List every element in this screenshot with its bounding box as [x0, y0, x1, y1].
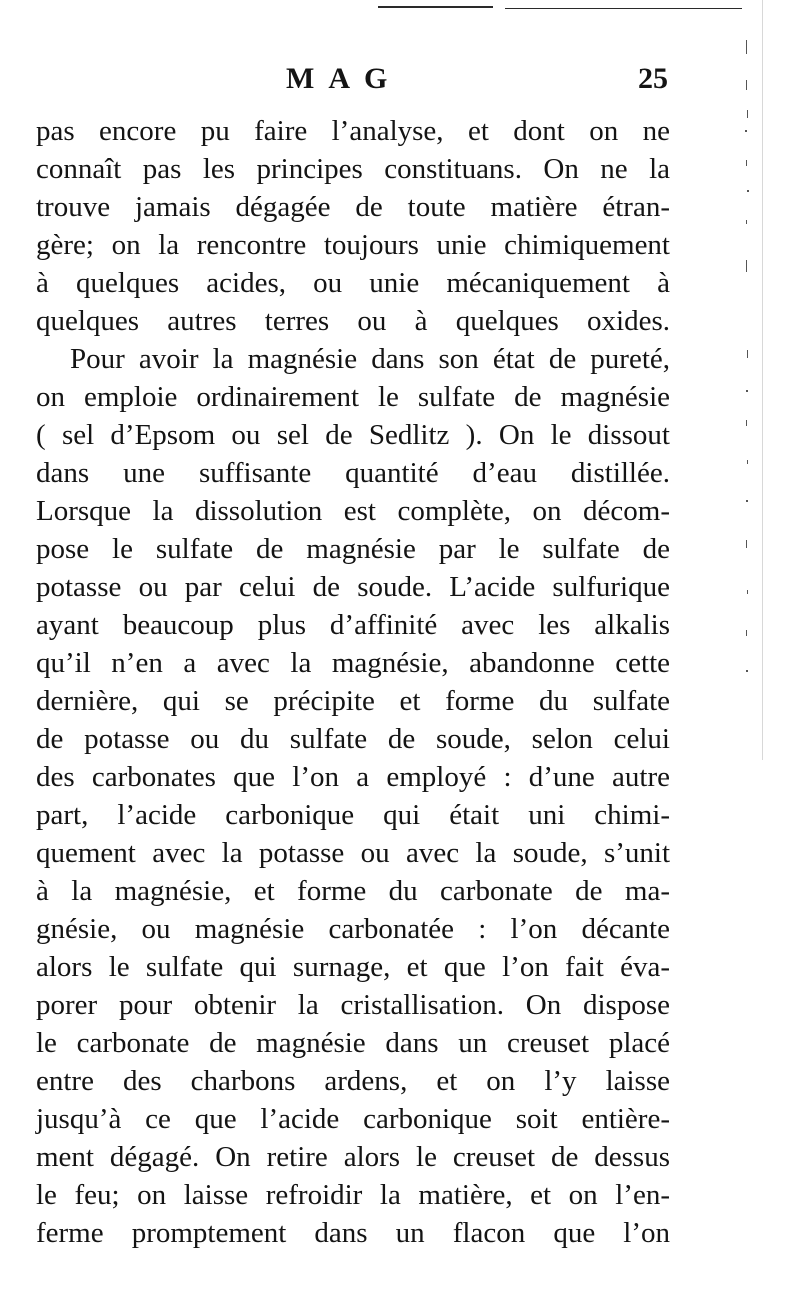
text-line: gnésie, ou magnésie carbonatée : l’on décante	[36, 913, 670, 945]
text-line: porer pour obtenir la cristallisation. On dispose	[36, 989, 670, 1021]
text-line: on emploie ordinairement le sulfate de magnésie	[36, 381, 670, 413]
text-line: part, l’acide carbonique qui était uni chimi-	[36, 799, 670, 831]
text-line: à quelques acides, ou unie mécaniquement à	[36, 267, 670, 299]
text-line: alors le sulfate qui surnage, et que l’on fait éva-	[36, 951, 670, 983]
text-line: connaît pas les principes constituans. On ne la	[36, 153, 670, 185]
margin-scan-noise	[742, 30, 762, 710]
scan-edge	[762, 0, 763, 760]
text-line: le carbonate de magnésie dans un creuset placé	[36, 1027, 670, 1059]
text-line: le feu; on laisse refroidir la matière, et on l’en-	[36, 1179, 670, 1211]
text-line: Pour avoir la magnésie dans son état de pureté,	[70, 343, 670, 375]
text-line: Lorsque la dissolution est complète, on décom-	[36, 495, 670, 527]
text-line: quement avec la potasse ou avec la soude, s’unit	[36, 837, 670, 869]
text-line: quelques autres terres ou à quelques oxides.	[36, 305, 670, 337]
paragraph	[36, 340, 670, 1252]
page-number: 25	[638, 62, 668, 95]
body-text	[36, 112, 670, 1252]
text-line: de potasse ou du sulfate de soude, selon celui	[36, 723, 670, 755]
text-line: pas encore pu faire l’analyse, et dont on ne	[36, 115, 670, 147]
running-title: MAG	[286, 62, 402, 95]
text-line: dernière, qui se précipite et forme du sulfate	[36, 685, 670, 717]
text-line: à la magnésie, et forme du carbonate de ma-	[36, 875, 670, 907]
paragraph	[36, 112, 670, 340]
text-line: ferme promptement dans un flacon que l’on	[36, 1217, 670, 1249]
text-line: trouve jamais dégagée de toute matière étran-	[36, 191, 670, 223]
top-rule	[505, 8, 742, 9]
running-head	[36, 62, 668, 102]
text-line: ( sel d’Epsom ou sel de Sedlitz ). On le dissout	[36, 419, 670, 451]
text-line: jusqu’à ce que l’acide carbonique soit entière-	[36, 1103, 670, 1135]
text-line: pose le sulfate de magnésie par le sulfate de	[36, 533, 670, 565]
text-line: entre des charbons ardens, et on l’y laisse	[36, 1065, 670, 1097]
text-line: des carbonates que l’on a employé : d’une autre	[36, 761, 670, 793]
text-line: dans une suffisante quantité d’eau distillée.	[36, 457, 670, 489]
top-rule	[378, 6, 493, 8]
text-line: qu’il n’en a avec la magnésie, abandonne cette	[36, 647, 670, 679]
text-line: ment dégagé. On retire alors le creuset de dessus	[36, 1141, 670, 1173]
text-line: potasse ou par celui de soude. L’acide sulfurique	[36, 571, 670, 603]
text-line: ayant beaucoup plus d’affinité avec les alkalis	[36, 609, 670, 641]
text-line: gère; on la rencontre toujours unie chimiquement	[36, 229, 670, 261]
